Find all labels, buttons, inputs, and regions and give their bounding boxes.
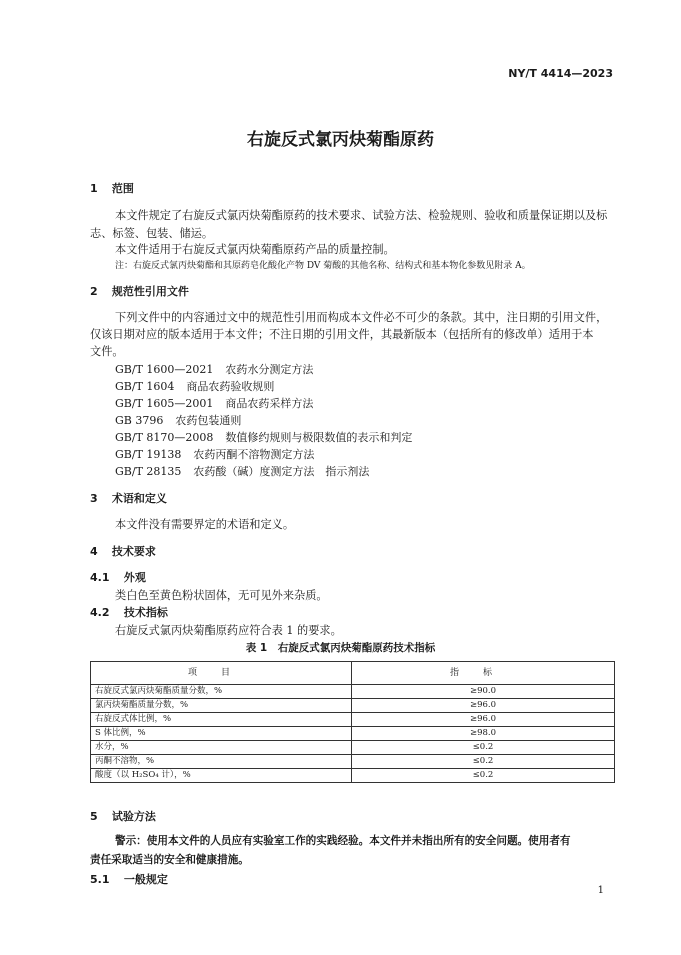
subsection-title: 外观 <box>123 571 146 584</box>
table-cell-value: ≤0.2 <box>352 755 615 769</box>
sec4-1-para: 类白色至黄色粉状固体，无可见外来杂质。 <box>115 589 328 602</box>
section-5-heading <box>90 808 156 824</box>
table-cell-item: S 体比例，% <box>91 727 352 741</box>
subsection-4-2-heading <box>90 604 168 620</box>
page-number: 1 <box>597 885 604 896</box>
sec1-para1-line2: 志、标签、包装、储运。 <box>90 227 214 240</box>
spec-table <box>90 661 615 783</box>
reference-title: 农药酸（碱）度测定方法 指示剂法 <box>193 465 370 478</box>
section-2-heading <box>90 283 189 299</box>
table-cell-value: ≥90.0 <box>352 685 615 699</box>
section-number: 1 <box>90 182 98 195</box>
table-cell-item: 丙酮不溶物，% <box>91 755 352 769</box>
reference-title: 农药水分测定方法 <box>225 363 314 376</box>
section-title: 范围 <box>111 182 134 195</box>
reference-item <box>115 429 412 445</box>
reference-item <box>115 412 241 428</box>
reference-title: 商品农药采样方法 <box>225 397 314 410</box>
sec3-para: 本文件没有需要界定的术语和定义。 <box>115 518 295 531</box>
subsection-number: 4.2 <box>90 606 110 619</box>
standard-code: NY/T 4414—2023 <box>508 67 613 80</box>
section-4-heading <box>90 543 156 559</box>
section-1-heading <box>90 180 134 196</box>
table-header-row <box>91 662 615 685</box>
table-cell-value: ≥96.0 <box>352 699 615 713</box>
safety-warning-line2: 责任采取适当的安全和健康措施。 <box>90 854 249 866</box>
table-row <box>91 699 615 713</box>
table-cell-value: ≤0.2 <box>352 741 615 755</box>
sec1-note: 注：右旋反式氯丙炔菊酯和其原药皂化酸化产物 DV 菊酸的其他名称、结构式和基本物化参数见附录 A。 <box>115 261 531 271</box>
reference-item <box>115 395 313 411</box>
sec1-para1-line1: 本文件规定了右旋反式氯丙炔菊酯原药的技术要求、试验方法、检验规则、验收和质量保证期以及标 <box>115 209 608 222</box>
table-cell-value: ≥96.0 <box>352 713 615 727</box>
section-title: 术语和定义 <box>111 492 167 505</box>
subsection-5-1-heading <box>90 871 168 887</box>
table-cell-item: 氯丙炔菊酯质量分数，% <box>91 699 352 713</box>
table-row <box>91 727 615 741</box>
table-row <box>91 769 615 783</box>
reference-title: 数值修约规则与极限数值的表示和判定 <box>225 431 413 444</box>
reference-title: 商品农药验收规则 <box>186 380 275 393</box>
section-number: 5 <box>90 810 98 823</box>
reference-code: GB/T 19138 <box>115 448 182 461</box>
table-cell-value: ≥98.0 <box>352 727 615 741</box>
reference-item <box>115 463 369 479</box>
subsection-number: 4.1 <box>90 571 110 584</box>
reference-code: GB/T 1605—2001 <box>115 397 214 410</box>
table-cell-item: 酸度（以 H₂SO₄ 计），% <box>91 769 352 783</box>
reference-title: 农药丙酮不溶物测定方法 <box>193 448 315 461</box>
safety-warning-line1: 警示：使用本文件的人员应有实验室工作的实践经验。本文件并未指出所有的安全问题。使用者有 <box>115 835 571 847</box>
reference-code: GB 3796 <box>115 414 164 427</box>
table-row <box>91 741 615 755</box>
subsection-title: 技术指标 <box>123 606 168 619</box>
reference-item <box>115 378 274 394</box>
column-header-item: 项目 <box>91 662 352 685</box>
table-cell-item: 右旋反式氯丙炔菊酯质量分数，% <box>91 685 352 699</box>
reference-code: GB/T 28135 <box>115 465 182 478</box>
reference-item <box>115 446 314 462</box>
section-title: 技术要求 <box>111 545 156 558</box>
section-title: 规范性引用文件 <box>111 285 189 298</box>
table-caption: 表 1 右旋反式氯丙炔菊酯原药技术指标 <box>245 642 436 654</box>
sec2-para-line1: 下列文件中的内容通过文中的规范性引用而构成本文件必不可少的条款。其中，注日期的引用文件， <box>115 311 608 324</box>
sec2-para-line2: 仅该日期对应的版本适用于本文件；不注日期的引用文件，其最新版本（包括所有的修改单）适用于本 <box>90 328 594 341</box>
reference-title: 农药包装通则 <box>175 414 242 427</box>
reference-code: GB/T 1600—2021 <box>115 363 214 376</box>
subsection-4-1-heading <box>90 569 146 585</box>
section-number: 4 <box>90 545 98 558</box>
table-row <box>91 685 615 699</box>
subsection-number: 5.1 <box>90 873 110 886</box>
section-number: 2 <box>90 285 98 298</box>
table-cell-value: ≤0.2 <box>352 769 615 783</box>
column-header-value: 指标 <box>352 662 615 685</box>
table-cell-item: 水分，% <box>91 741 352 755</box>
reference-item <box>115 361 313 377</box>
sec1-para2: 本文件适用于右旋反式氯丙炔菊酯原药产品的质量控制。 <box>115 243 395 256</box>
table-row <box>91 713 615 727</box>
section-number: 3 <box>90 492 98 505</box>
reference-code: GB/T 1604 <box>115 380 175 393</box>
section-title: 试验方法 <box>111 810 156 823</box>
sec2-para-line3: 文件。 <box>90 345 124 358</box>
reference-code: GB/T 8170—2008 <box>115 431 214 444</box>
section-3-heading <box>90 490 167 506</box>
table-row <box>91 755 615 769</box>
document-title: 右旋反式氯丙炔菊酯原药 <box>247 130 434 150</box>
subsection-title: 一般规定 <box>123 873 168 886</box>
table-cell-item: 右旋反式体比例，% <box>91 713 352 727</box>
sec4-2-para: 右旋反式氯丙炔菊酯原药应符合表 1 的要求。 <box>115 624 342 637</box>
